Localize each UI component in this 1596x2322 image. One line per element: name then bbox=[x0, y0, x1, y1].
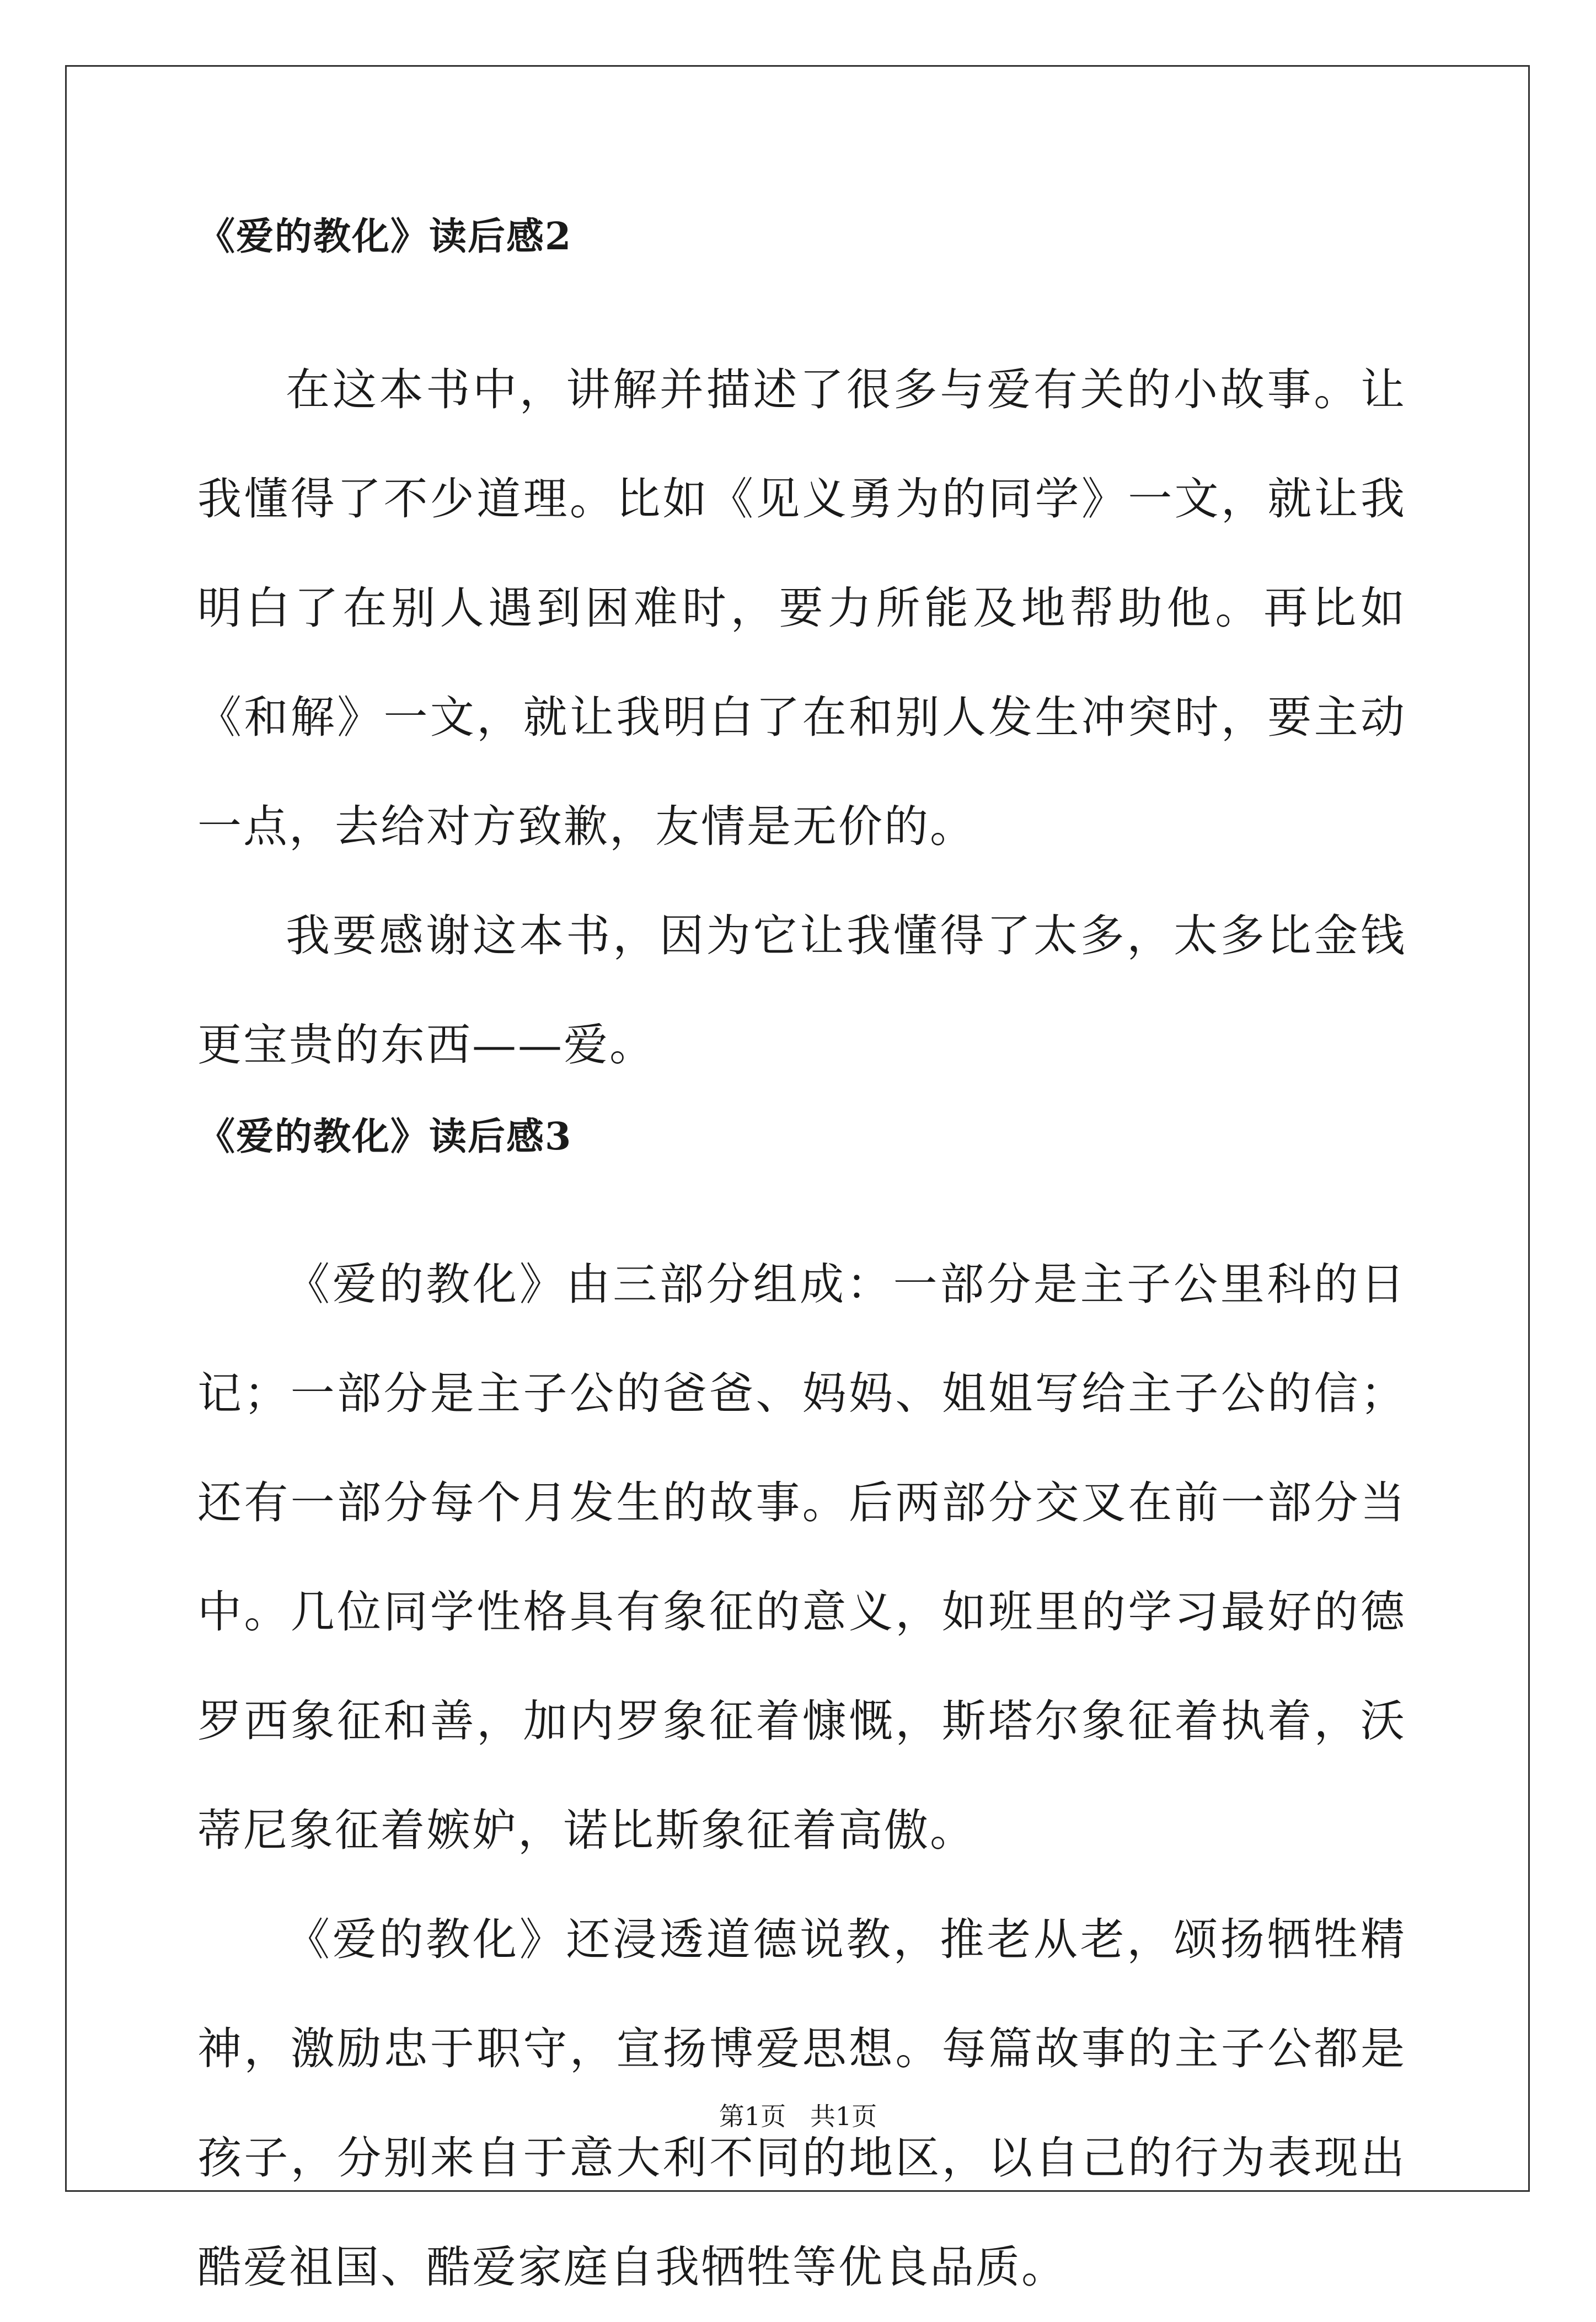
paragraph: 我要感谢这本书，因为它让我懂得了太多，太多比金钱更宝贵的东西——爱。 bbox=[197, 910, 1406, 1071]
paragraph: 《爱的教化》还浸透道德说教，推老从老，颂扬牺牲精神，激励忠于职守，宣扬博爱思想。每篇故事的主子公都是孩子，分别来自于意大利不同的地区，以自己的行为表现出酷爱祖国、酷爱家庭自我牺牲等优良品质。 bbox=[197, 1914, 1406, 2293]
paragraph: 《爱的教化》由三部分组成：一部分是主子公里科的日记；一部分是主子公的爸爸、妈妈、姐姐写给主子公的信；还有一部分每个月发生的故事。后两部分交叉在前一部分当中。几位同学性格具有象征的意义，如班里的学习最好的德罗西象征和善，加内罗象征着慷慨，斯塔尔象征着执着，沃蒂尼象征着嫉妒，诺比斯象征着高傲。 bbox=[197, 1259, 1406, 1856]
section-heading: 《爱的教化》读后感3 bbox=[197, 1115, 572, 1159]
document-body bbox=[197, 216, 1406, 2322]
page-footer: 第1页 共1页 bbox=[719, 2101, 877, 2131]
paragraph: 在这本书中，讲解并描述了很多与爱有关的小故事。让我懂得了不少道理。比如《见义勇为的同学》一文，就让我明白了在别人遇到困难时，要力所能及地帮助他。再比如《和解》一文，就让我明白了在和别人发生冲突时，要主动一点，去给对方致歉，友情是无价的。 bbox=[197, 364, 1406, 852]
section-reading-notes-3 bbox=[197, 1116, 1406, 2322]
section-heading: 《爱的教化》读后感2 bbox=[197, 215, 572, 259]
section-reading-notes-2 bbox=[197, 216, 1406, 1100]
